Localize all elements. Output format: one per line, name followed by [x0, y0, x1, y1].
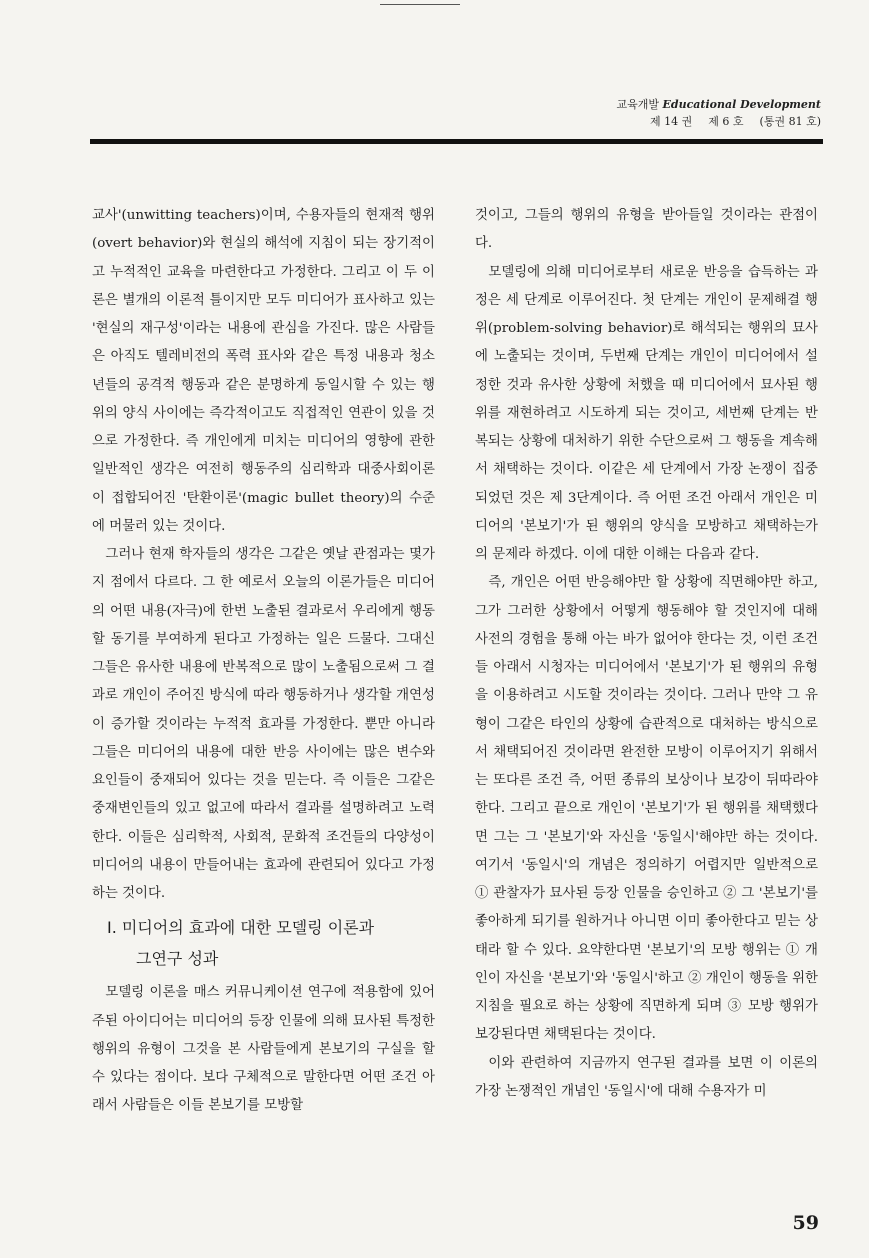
total-issue: (통권 81 호): [759, 115, 821, 128]
header-rule: [90, 139, 823, 144]
journal-title-line: [617, 96, 822, 113]
paragraph: 모델링 이론을 매스 커뮤니케이션 연구에 적용함에 있어 주된 아이디어는 미디어의 등장 인물에 의해 묘사된 특정한 행위의 유형이 그것을 본 사람들에게 본보기의 구실을 할 수 있다는 점이다. 보다 구체적으로 말한다면 어떤 조건 아래서 사람들은 이들 본보기를 모방할: [92, 985, 435, 1114]
issue-number: 제 6 호: [708, 115, 744, 128]
volume-line: [617, 113, 822, 130]
left-column: [92, 202, 435, 1121]
section-heading-line-2: 그연구 성과: [136, 949, 219, 969]
section-heading-line-1: I. 미디어의 효과에 대한 모델링 이론과: [107, 918, 375, 938]
top-rule: [380, 4, 460, 5]
page-number: 59: [792, 1212, 819, 1234]
paragraph: 즉, 개인은 어떤 반응해야만 할 상황에 직면해야만 하고, 그가 그러한 상황에서 어떻게 행동해야 할 것인지에 대해 사전의 경험을 통해 아는 바가 없어야 한다는 것, 이런 조건들 아래서 시청자는 미디어에서 '본보기'가 된 행위의 유형을 이용하려고 시도할 것이라는 것이다. 그러나 만약 그 유형이 그같은 타인의 상황에 습관적으로 대처하는 방식으로서 채택되어진 것이라면 완전한 모방이 이루어지기 위해서는 또다른 조건 즉, 어떤 종류의 보상이나 보강이 뒤따라야 한다. 그리고 끝으로 개인이 '본보기'가 된 행위를 채택했다면 그는 그 '본보기'와 자신을 '동일시'해야만 하는 것이다. 여기서 '동일시'의 개념은 정의하기 어렵지만 일반적으로 ① 관찰자가 묘사된 등장 인물을 승인하고 ② 그 '본보기'를 좋아하게 되기를 원하거나 아니면 이미 좋아한다고 믿는 상태라 할 수 있다. 요약한다면 '본보기'의 모방 행위는 ① 개인이 자신을 '본보기'와 '동일시'하고 ② 개인이 행동을 위한 지침을 필요로 하는 상황에 직면하게 되며 ③ 모방 행위가 보강된다면 채택된다는 것이다.: [475, 575, 818, 1043]
paragraph: 교사'(unwitting teachers)이며, 수용자들의 현재적 행위(overt behavior)와 현실의 해석에 지침이 되는 장기적이고 누적적인 교육을 마련한다고 가정한다. 그리고 이 두 이론은 별개의 이론적 틀이지만 모두 미디어가 표사하고 있는 '현실의 재구성'이라는 내용에 관심을 가진다. 많은 사람들은 아직도 텔레비전의 폭력 표사와 같은 특정 내용과 청소년들의 공격적 행동과 같은 분명하게 동일시할 수 있는 행위의 양식 사이에는 즉각적이고도 직접적인 연관이 있을 것으로 가정한다. 즉 개인에게 미치는 미디어의 영향에 관한 일반적인 생각은 여전히 행동주의 심리학과 대중사회이론이 접합되어진 '탄환이론'(magic bullet theory)의 수준에 머물러 있는 것이다.: [92, 208, 435, 534]
journal-title-korean: 교육개발: [616, 98, 660, 111]
paragraph: 이와 관련하여 지금까지 연구된 결과를 보면 이 이론의 가장 논쟁적인 개념인 '동일시'에 대해 수용자가 미: [475, 1055, 818, 1099]
paragraph: 것이고, 그들의 행위의 유형을 받아들일 것이라는 관점이다.: [475, 208, 818, 252]
running-header: [617, 96, 822, 130]
journal-title-english: Educational Development: [662, 98, 821, 111]
paragraph: 모델링에 의해 미디어로부터 새로운 반응을 습득하는 과정은 세 단계로 이루어진다. 첫 단계는 개인이 문제해결 행위(problem-solving behavior)로 해석되는 행위의 묘사에 노출되는 것이며, 두번째 단계는 개인이 미디어에서 설정한 것과 유사한 상황에 처했을 때 미디어에서 묘사된 행위를 재현하려고 시도하게 되는 것이고, 세번째 단계는 반복되는 상황에 대처하기 위한 수단으로써 그 행동을 계속해서 채택하는 것이다. 이같은 세 단계에서 가장 논쟁이 집중되었던 것은 제 3단계이다. 즉 어떤 조건 아래서 개인은 미디어의 '본보기'가 된 행위의 양식을 모방하고 채택하는가의 문제라 하겠다. 이에 대한 이해는 다음과 같다.: [475, 264, 818, 562]
volume-number: 제 14 권: [650, 115, 693, 128]
paragraph: 그러나 현재 학자들의 생각은 그같은 옛날 관점과는 몇가지 점에서 다르다. 그 한 예로서 오늘의 이론가들은 미디어의 어떤 내용(자극)에 한번 노출된 결과로서 우리에게 행동할 동기를 부여하게 된다고 가정하는 일은 드물다. 그대신 그들은 유사한 내용에 반복적으로 많이 노출됨으로써 그 결과로 개인이 주어진 방식에 따라 행동하거나 생각할 개연성이 증가할 것이라는 누적적 효과를 가정한다. 뿐만 아니라 그들은 미디어의 내용에 대한 반응 사이에는 많은 변수와 요인들이 중재되어 있다는 것을 믿는다. 즉 이들은 그같은 중재변인들의 있고 없고에 따라서 결과를 설명하려고 노력한다. 이들은 심리학적, 사회적, 문화적 조건들의 다양성이 미디어의 내용이 만들어내는 효과에 관련되어 있다고 가정하는 것이다.: [92, 547, 435, 901]
section-heading: [92, 912, 435, 974]
right-column: [475, 202, 818, 1106]
